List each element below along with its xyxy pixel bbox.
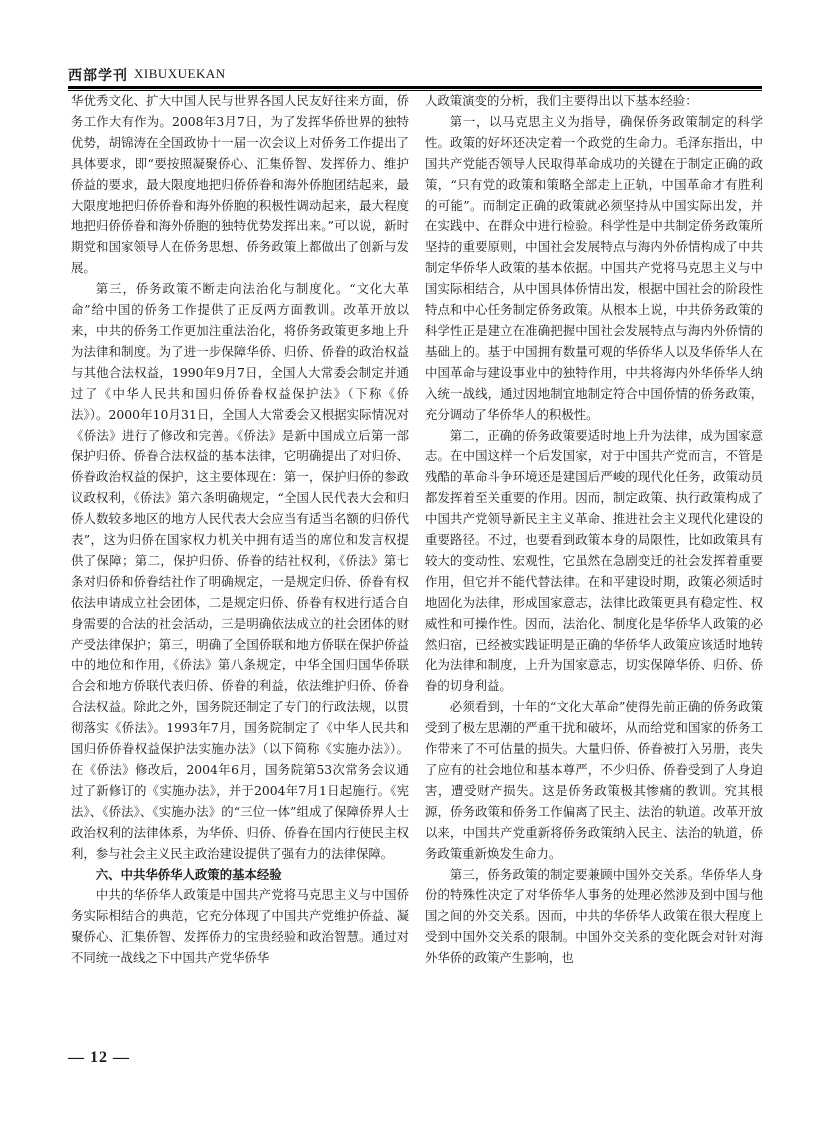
paragraph: 人政策演变的分析，我们主要得出以下基本经验： xyxy=(425,93,698,108)
paragraph: 第二，正确的侨务政策要适时地上升为法律，成为国家意志。在中国这样一个后发国家，对于中国共产党而言，不管是残酷的革命斗争环境还是建国后严峻的现代化任务，政策动员都发挥着至关重要的作用。因而，制定政策、执行政策构成了中国共产党领导新民主主义革命、推进社会主义现代化建设的重要路径。不过，也要看到政策本身的局限性，比如政策具有较大的变动性、宏观性，它虽然在急剧变迁的社会发挥着重要作用，但它并不能代替法律。在和平建设时期，政策必须适时地固化为法律，形成国家意志，法律比政策更具有稳定性、权威性和可操作性。因而，法治化、制度化是华侨华人政策的必然归宿，已经被实践证明是正确的华侨华人政策应该适时地转化为法律和制度，上升为国家意志，切实保障华侨、归侨、侨眷的切身利益。 xyxy=(425,427,763,694)
left-column xyxy=(71,91,409,969)
running-header xyxy=(68,65,762,87)
paragraph: 华优秀文化、扩大中国人民与世界各国人民友好往来方面，侨务工作大有作为。2008年3月7日，为了发挥华侨世界的独特优势，胡锦涛在全国政协十一届一次会议上对侨务工作提出了具体要求，即“要按照凝聚侨心、汇集侨智、发挥侨力、维护侨益的要求，最大限度地把归侨侨眷和海外侨胞团结起来，最大限度地把归侨侨眷和海外侨胞的积极性调动起来，最大程度地把归侨侨眷和海外侨胞的独特优势发挥出来。”可以说，新时期党和国家领导人在侨务思想、侨务政策上都做出了创新与发展。 xyxy=(71,93,409,276)
paragraph: 第一，以马克思主义为指导，确保侨务政策制定的科学性。政策的好坏还决定着一个政党的生命力。毛泽东指出，中国共产党能否领导人民取得革命成功的关键在于制定正确的政策，“只有党的政策和策略全部走上正轨，中国革命才有胜利的可能”。而制定正确的政策就必须坚持从中国实际出发，并在实践中、在群众中进行检验。科学性是中共制定侨务政策所坚持的重要原则，中国社会发展特点与海内外侨情构成了中共制定华侨华人政策的基本依据。中国共产党将马克思主义与中国实际相结合，从中国具体侨情出发，根据中国社会的阶段性特点和中心任务制定侨务政策。从根本上说，中共侨务政策的科学性正是建立在准确把握中国社会发展特点与海内外侨情的基础上的。基于中国拥有数量可观的华侨华人以及华侨华人在中国革命与建设事业中的独特作用，中共将海内外华侨华人纳入统一战线，通过因地制宜地制定符合中国侨情的侨务政策，充分调动了华侨华人的积极性。 xyxy=(425,113,763,422)
journal-pinyin: XIBUXUEKAN xyxy=(134,66,226,81)
paragraph: 中共的华侨华人政策是中国共产党将马克思主义与中国侨务实际相结合的典范，它充分体现了中国共产党维护侨益、凝聚侨心、汇集侨智、发挥侨力的宝贵经验和政治智慧。通过对不同统一战线之下中国共产党华侨华 xyxy=(71,887,409,966)
journal-title: 西部学刊 xyxy=(68,68,128,84)
section-heading: 六、中共华侨华人政策的基本经验 xyxy=(95,866,282,882)
page-number: — 12 — xyxy=(68,1049,130,1066)
header-rule-thick xyxy=(68,86,762,89)
paragraph: 必须看到，十年的“文化大革命”使得先前正确的侨务政策受到了极左思潮的严重干扰和破坏，从而给党和国家的侨务工作带来了不可估量的损失。大量归侨、侨眷被打入另册，丧失了应有的社会地位和基本尊严，不少归侨、侨眷受到了人身迫害，遭受财产损失。这是侨务政策极其惨痛的教训。究其根源，侨务政策和侨务工作偏离了民主、法治的轨道。改革开放以来，中国共产党重新将侨务政策纳入民主、法治的轨道，侨务政策重新焕发生命力。 xyxy=(425,699,763,861)
paragraph: 第三，侨务政策不断走向法治化与制度化。“文化大革命”给中国的侨务工作提供了正反两方面教训。改革开放以来，中共的侨务工作更加注重法治化，将侨务政策更多地上升为法律和制度。为了进一步保障华侨、归侨、侨眷的政治权益与其他合法权益，1990年9月7日，全国人大常委会制定并通过了《中华人民共和国归侨侨眷权益保护法》（下称《侨法》）。2000年10月31日，全国人大常委会又根据实际情况对《侨法》进行了修改和完善。《侨法》是新中国成立后第一部保护归侨、侨眷合法权益的基本法律，它明确提出了对归侨、侨眷政治权益的保护，这主要体现在：第一，保护归侨的参政议政权利，《侨法》第六条明确规定，“全国人民代表大会和归侨人数较多地区的地方人民代表大会应当有适当名额的归侨代表”，这为归侨在国家权力机关中拥有适当的席位和发言权提供了保障；第二，保护归侨、侨眷的结社权利，《侨法》第七条对归侨和侨眷结社作了明确规定，一是规定归侨、侨眷有权依法申请成立社会团体，二是规定归侨、侨眷有权进行适合自身需要的合法的社会活动，三是明确依法成立的社会团体的财产受法律保护；第三，明确了全国侨联和地方侨联在保护侨益中的地位和作用，《侨法》第八条规定，中华全国归国华侨联合会和地方侨联代表归侨、侨眷的利益，依法维护归侨、侨眷合法权益。除此之外，国务院还制定了专门的行政法规，以贯彻落实《侨法》。1993年7月，国务院制定了《中华人民共和国归侨侨眷权益保护法实施办法》（以下简称《实施办法》）。在《侨法》修改后，2004年6月，国务院第53次常务会议通过了新修订的《实施办法》，并于2004年7月1日起施行。《宪法》、《侨法》、《实施办法》的“三位一体”组成了保障侨界人士政治权利的法律体系，为华侨、归侨、侨眷在国内行使民主权利，参与社会主义民主政治建设提供了强有力的法律保障。 xyxy=(71,281,409,861)
right-column xyxy=(425,91,763,969)
paragraph: 第三，侨务政策的制定要兼顾中国外交关系。华侨华人身份的特殊性决定了对华侨华人事务的处理必然涉及到中国与他国之间的外交关系。因而，中共的华侨华人政策在很大程度上受到中国外交关系的限制。中国外交关系的变化既会对针对海外华侨的政策产生影响，也 xyxy=(425,866,763,966)
